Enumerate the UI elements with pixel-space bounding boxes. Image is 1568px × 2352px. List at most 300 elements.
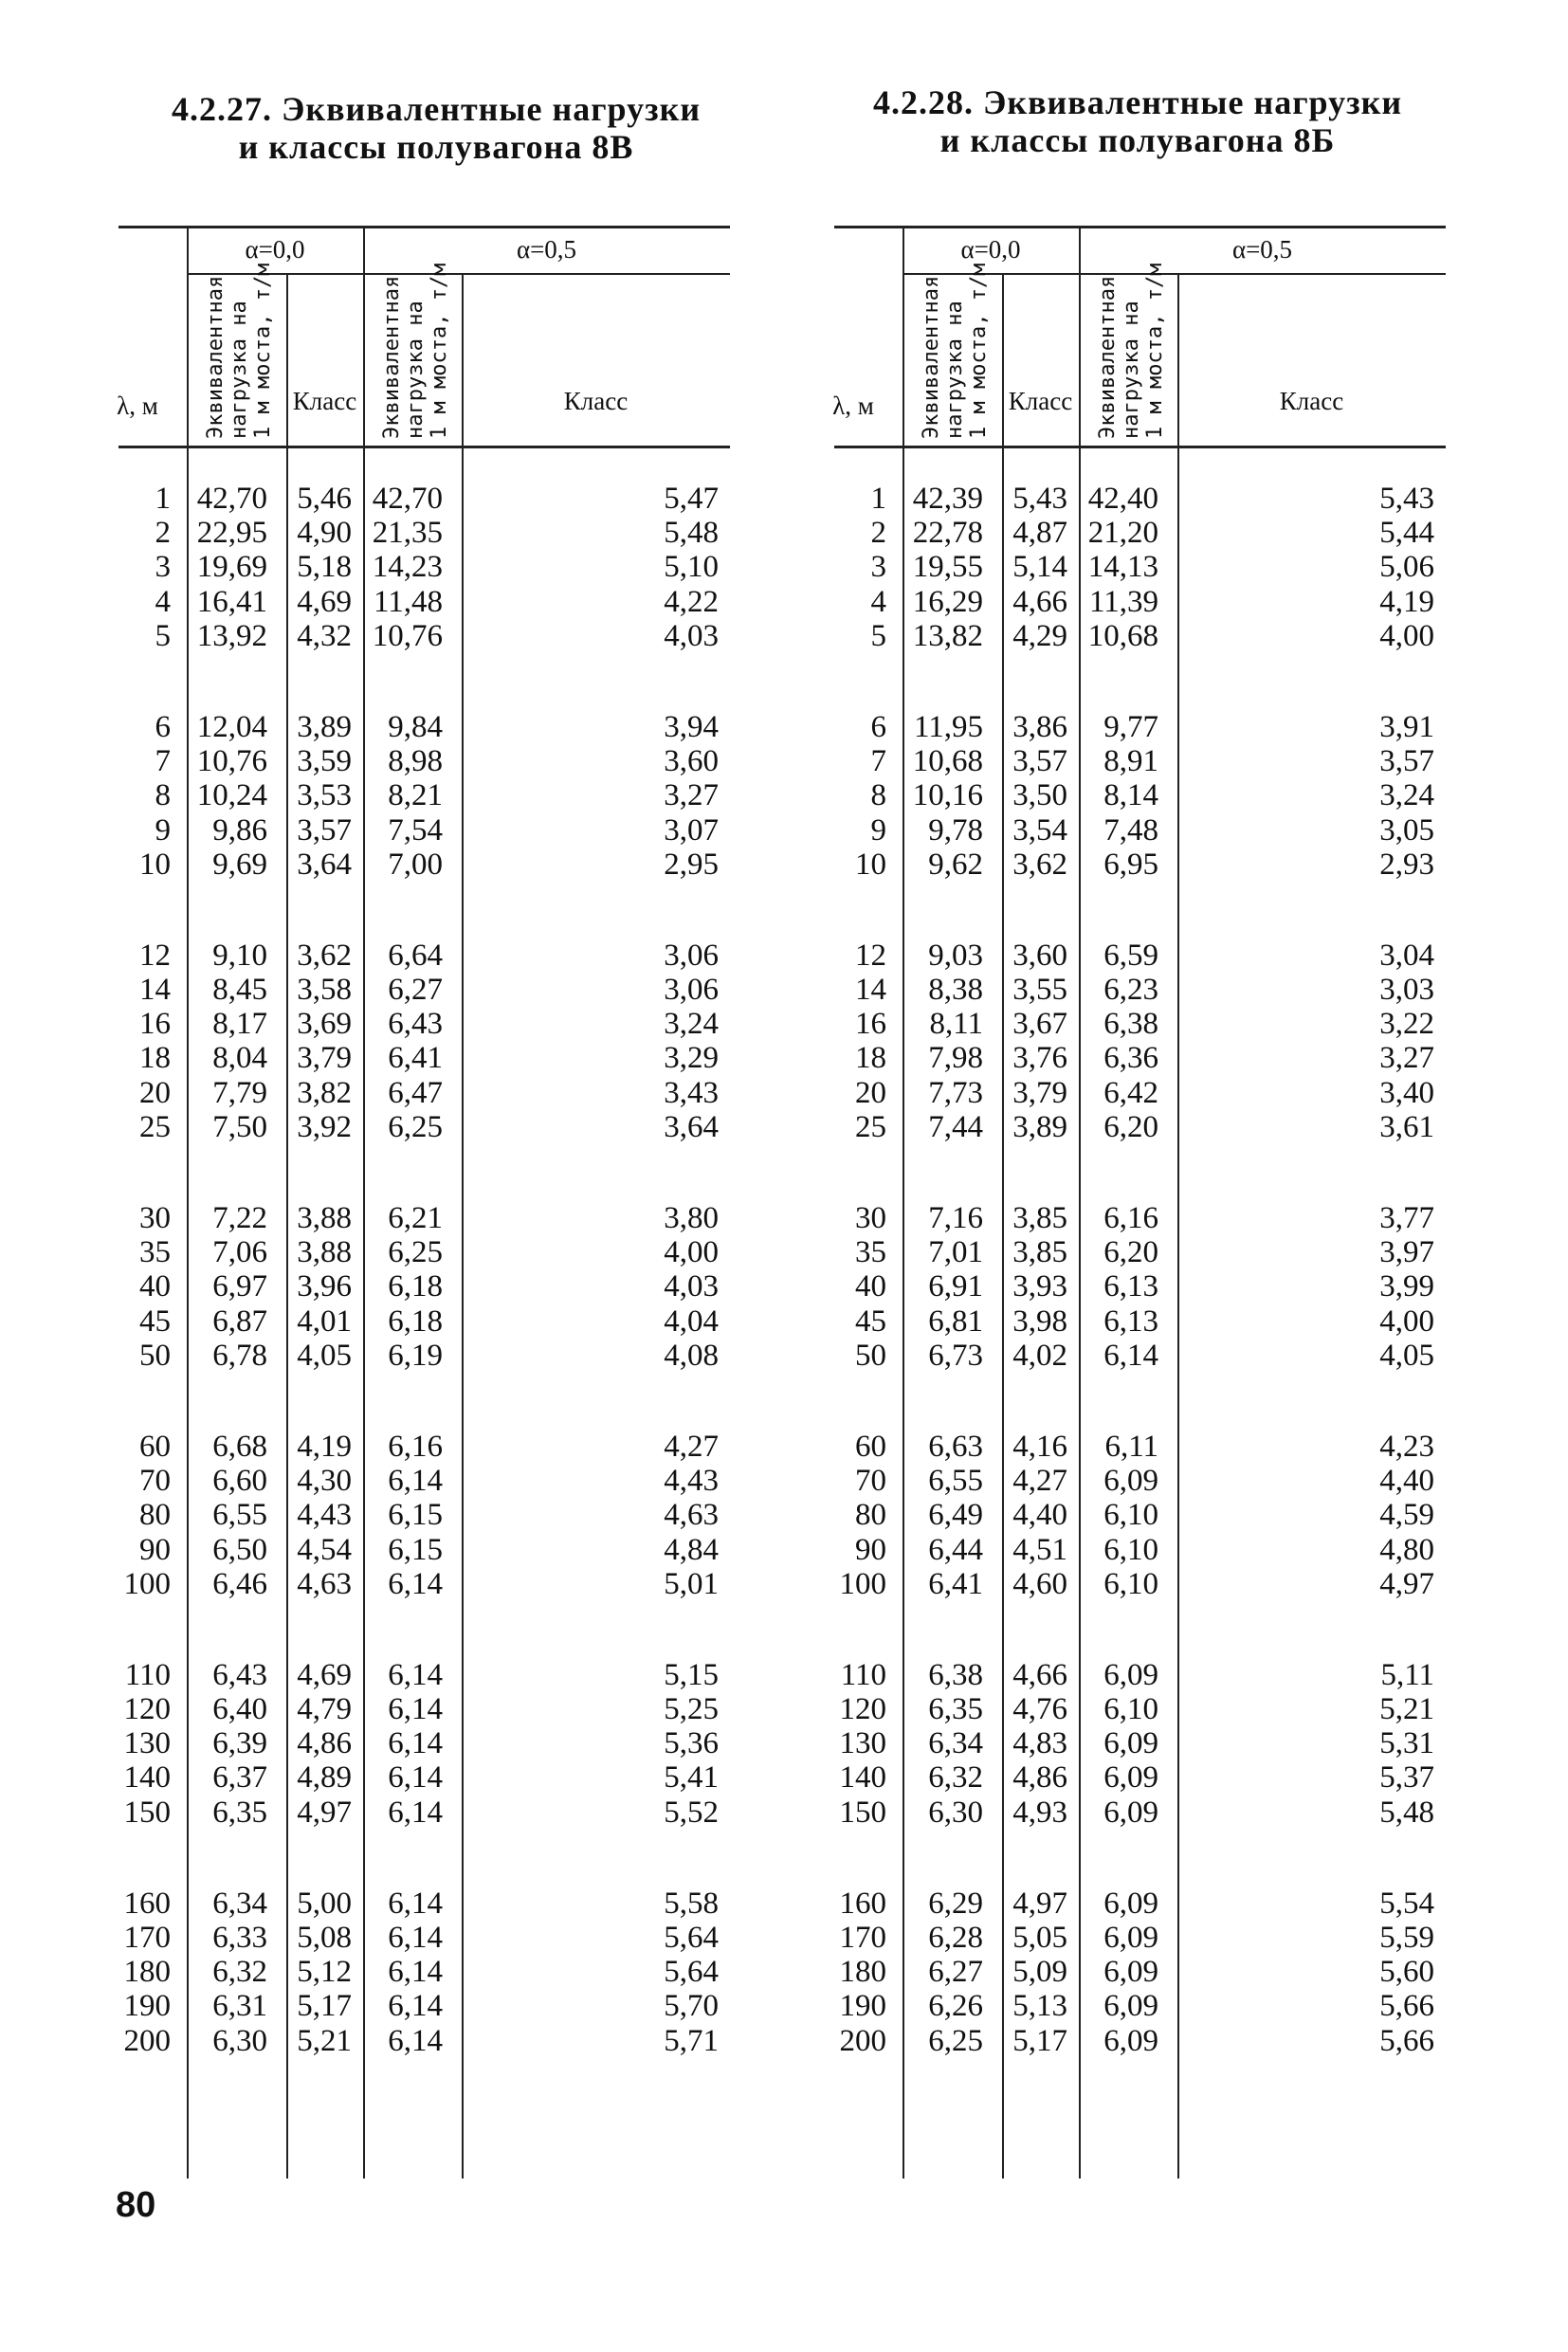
load-value-alpha-0: 6,29 [928, 1886, 983, 1921]
load-value-alpha-0: 6,50 [212, 1532, 267, 1567]
class-value-alpha-05: 3,57 [1379, 744, 1434, 779]
group-gap [777, 653, 886, 710]
lambda-value: 20 [855, 1075, 886, 1110]
class-value-alpha-05: 5,41 [664, 1760, 719, 1796]
class-value-alpha-0: 5,14 [1012, 550, 1067, 585]
load-value-alpha-0: 12,04 [196, 709, 267, 744]
load-value-alpha-05-column [363, 482, 443, 2058]
class-value-alpha-05: 5,59 [1379, 1921, 1434, 1955]
load-header-line: 1 м моста, т/м [967, 263, 991, 439]
load-header [204, 264, 275, 439]
load-value-alpha-0: 6,41 [928, 1566, 983, 1601]
load-value-alpha-05: 21,20 [1087, 516, 1158, 551]
class-value-alpha-05: 4,03 [664, 1269, 719, 1304]
class-value-alpha-05: 5,66 [1379, 2023, 1434, 2058]
load-value-alpha-05: 6,47 [388, 1075, 443, 1110]
load-value-alpha-0: 6,26 [928, 1989, 983, 2024]
lambda-value: 40 [139, 1269, 171, 1304]
lambda-value: 100 [839, 1566, 886, 1601]
class-value-alpha-05: 5,58 [664, 1886, 719, 1921]
load-value-alpha-05: 6,10 [1103, 1566, 1158, 1601]
load-value-alpha-0: 9,62 [928, 847, 983, 882]
load-value-alpha-0: 13,92 [196, 618, 267, 653]
load-value-alpha-0: 6,34 [212, 1886, 267, 1921]
class-value-alpha-05: 4,63 [664, 1498, 719, 1533]
group-gap [363, 1830, 443, 1887]
load-header [920, 264, 991, 439]
class-value-alpha-0: 3,79 [1012, 1075, 1067, 1110]
load-value-alpha-0: 7,50 [212, 1109, 267, 1144]
class-value-alpha-0: 4,60 [1012, 1566, 1067, 1601]
class-value-alpha-0: 4,79 [297, 1692, 352, 1727]
load-value-alpha-05: 6,14 [388, 1921, 443, 1955]
class-value-alpha-0: 5,00 [297, 1886, 352, 1921]
class-value-alpha-0-column [1002, 482, 1067, 2058]
load-value-alpha-05: 6,41 [388, 1041, 443, 1076]
load-value-alpha-0: 6,35 [928, 1692, 983, 1727]
load-value-alpha-05: 6,09 [1103, 1886, 1158, 1921]
class-value-alpha-0: 3,57 [1012, 744, 1067, 779]
class-value-alpha-05: 3,64 [664, 1109, 719, 1144]
title-line: 4.2.28. Эквивалентные нагрузки [872, 83, 1403, 121]
lambda-value: 35 [139, 1235, 171, 1270]
lambda-value: 160 [123, 1886, 171, 1921]
group-gap [187, 653, 267, 710]
class-value-alpha-05: 5,54 [1379, 1886, 1434, 1921]
group-gap [1002, 653, 1067, 710]
class-value-alpha-05: 4,00 [1379, 618, 1434, 653]
class-value-alpha-05: 3,05 [1379, 812, 1434, 848]
load-value-alpha-0: 6,60 [212, 1464, 267, 1499]
class-value-alpha-05: 3,97 [1379, 1235, 1434, 1270]
lambda-value: 9 [155, 812, 171, 848]
group-gap [187, 1830, 267, 1887]
class-value-alpha-05: 3,61 [1379, 1109, 1434, 1144]
load-value-alpha-05: 6,14 [388, 1464, 443, 1499]
class-header: Класс [1279, 387, 1344, 415]
class-value-alpha-05: 3,22 [1379, 1007, 1434, 1042]
lambda-value: 70 [139, 1464, 171, 1499]
load-value-alpha-0: 22,78 [912, 516, 983, 551]
class-value-alpha-0: 4,05 [297, 1338, 352, 1373]
class-value-alpha-0-column [286, 482, 352, 2058]
load-value-alpha-05: 6,25 [388, 1235, 443, 1270]
class-value-alpha-0: 4,43 [297, 1498, 352, 1533]
load-value-alpha-05: 6,14 [388, 1566, 443, 1601]
group-gap [286, 882, 352, 939]
load-value-alpha-0: 6,44 [928, 1532, 983, 1567]
class-value-alpha-0: 4,01 [297, 1304, 352, 1339]
load-value-alpha-05: 6,38 [1103, 1007, 1158, 1042]
class-header: Класс [1008, 387, 1073, 415]
class-value-alpha-05: 4,04 [664, 1304, 719, 1339]
lambda-value: 5 [870, 618, 886, 653]
load-value-alpha-05: 7,00 [388, 847, 443, 882]
group-gap [903, 1373, 983, 1430]
class-value-alpha-05-column [462, 482, 719, 2058]
lambda-value: 12 [855, 938, 886, 973]
load-value-alpha-0: 6,81 [928, 1304, 983, 1339]
class-value-alpha-05: 5,64 [664, 1955, 719, 1990]
group-gap [1079, 1373, 1158, 1430]
load-value-alpha-0: 6,78 [212, 1338, 267, 1373]
group-gap [903, 882, 983, 939]
class-value-alpha-0: 3,82 [297, 1075, 352, 1110]
class-value-alpha-0: 3,79 [297, 1041, 352, 1076]
lambda-value: 45 [139, 1304, 171, 1339]
class-value-alpha-05: 5,01 [664, 1566, 719, 1601]
load-value-alpha-0: 8,38 [928, 973, 983, 1008]
class-value-alpha-05: 4,23 [1379, 1429, 1434, 1464]
lambda-value: 14 [855, 973, 886, 1008]
lambda-value: 170 [839, 1921, 886, 1955]
group-gap [777, 1601, 886, 1658]
class-value-alpha-0: 3,53 [297, 778, 352, 813]
group-gap [187, 1373, 267, 1430]
load-value-alpha-05: 6,14 [388, 1692, 443, 1727]
class-value-alpha-0: 3,89 [297, 709, 352, 744]
load-value-alpha-05: 6,09 [1103, 1795, 1158, 1830]
load-header-line: Эквивалентная [920, 275, 943, 439]
load-value-alpha-05: 6,09 [1103, 1760, 1158, 1796]
class-value-alpha-0: 3,96 [297, 1269, 352, 1304]
group-gap [1177, 882, 1434, 939]
lambda-value: 140 [123, 1760, 171, 1796]
lambda-value: 110 [124, 1657, 171, 1692]
lambda-value: 4 [155, 584, 171, 619]
load-value-alpha-05: 6,09 [1103, 1464, 1158, 1499]
class-value-alpha-0: 3,85 [1012, 1235, 1067, 1270]
load-value-alpha-05: 6,64 [388, 938, 443, 973]
group-gap [462, 1144, 719, 1201]
alpha-0-header: α=0,0 [245, 235, 305, 264]
class-value-alpha-05: 5,43 [1379, 482, 1434, 516]
lambda-value: 100 [123, 1566, 171, 1601]
lambda-value: 14 [139, 973, 171, 1008]
class-value-alpha-0: 4,16 [1012, 1429, 1067, 1464]
group-gap [462, 1830, 719, 1887]
load-value-alpha-0: 7,01 [928, 1235, 983, 1270]
class-value-alpha-05: 3,91 [1379, 709, 1434, 744]
load-value-alpha-0: 6,30 [928, 1795, 983, 1830]
class-value-alpha-05: 4,05 [1379, 1338, 1434, 1373]
load-value-alpha-0: 6,33 [212, 1921, 267, 1955]
class-value-alpha-0: 4,69 [297, 1657, 352, 1692]
class-value-alpha-0: 4,76 [1012, 1692, 1067, 1727]
lambda-value: 190 [123, 1989, 171, 2024]
load-value-alpha-05: 6,21 [388, 1201, 443, 1235]
class-value-alpha-05: 5,44 [1379, 516, 1434, 551]
class-value-alpha-0: 3,57 [297, 812, 352, 848]
lambda-value: 50 [139, 1338, 171, 1373]
load-value-alpha-05: 6,09 [1103, 1989, 1158, 2024]
load-value-alpha-0: 16,41 [196, 584, 267, 619]
load-value-alpha-0: 7,22 [212, 1201, 267, 1235]
class-value-alpha-0: 4,86 [1012, 1760, 1067, 1796]
load-value-alpha-0: 11,95 [913, 709, 983, 744]
class-value-alpha-0: 4,40 [1012, 1498, 1067, 1533]
load-value-alpha-0: 8,04 [212, 1041, 267, 1076]
class-value-alpha-0: 4,02 [1012, 1338, 1067, 1373]
load-value-alpha-05: 6,13 [1103, 1304, 1158, 1339]
load-value-alpha-0: 6,73 [928, 1338, 983, 1373]
class-value-alpha-05: 5,36 [664, 1726, 719, 1761]
load-value-alpha-0: 6,87 [212, 1304, 267, 1339]
class-header: Класс [563, 387, 629, 415]
alpha-0-header: α=0,0 [960, 235, 1021, 264]
lambda-value: 9 [870, 812, 886, 848]
class-value-alpha-05: 4,00 [664, 1235, 719, 1270]
load-value-alpha-05: 14,23 [372, 550, 443, 585]
load-value-alpha-05: 6,14 [388, 1989, 443, 2024]
load-value-alpha-05: 10,68 [1087, 618, 1158, 653]
class-value-alpha-05: 5,11 [1380, 1657, 1434, 1692]
lambda-value: 2 [155, 516, 171, 551]
group-gap [777, 1144, 886, 1201]
class-value-alpha-0: 3,54 [1012, 812, 1067, 848]
class-value-alpha-05: 5,31 [1379, 1726, 1434, 1761]
class-value-alpha-05: 3,24 [664, 1007, 719, 1042]
load-header [1096, 264, 1167, 439]
load-value-alpha-0: 42,39 [912, 482, 983, 516]
class-value-alpha-05: 3,99 [1379, 1269, 1434, 1304]
class-value-alpha-05: 5,25 [664, 1692, 719, 1727]
group-gap [363, 653, 443, 710]
class-value-alpha-05: 4,43 [664, 1464, 719, 1499]
group-gap [62, 1373, 171, 1430]
load-value-alpha-0: 6,55 [212, 1498, 267, 1533]
class-value-alpha-05: 5,66 [1379, 1989, 1434, 2024]
load-value-alpha-05: 6,23 [1103, 973, 1158, 1008]
rule-top [119, 226, 730, 228]
load-value-alpha-0: 7,79 [212, 1075, 267, 1110]
class-value-alpha-0: 3,59 [297, 744, 352, 779]
group-gap [187, 882, 267, 939]
class-value-alpha-0: 3,92 [297, 1109, 352, 1144]
load-value-alpha-0: 9,69 [212, 847, 267, 882]
lambda-value: 60 [855, 1429, 886, 1464]
lambda-value: 35 [855, 1235, 886, 1270]
class-value-alpha-0: 5,46 [297, 482, 352, 516]
class-value-alpha-05: 3,07 [664, 812, 719, 848]
load-header-line: нагрузка на [404, 301, 428, 439]
lambda-value: 80 [855, 1498, 886, 1533]
load-value-alpha-05: 6,14 [388, 1955, 443, 1990]
lambda-value: 150 [839, 1795, 886, 1830]
load-value-alpha-0: 6,35 [212, 1795, 267, 1830]
class-value-alpha-0: 5,17 [1012, 2023, 1067, 2058]
group-gap [462, 882, 719, 939]
table-title-left [152, 90, 720, 166]
class-value-alpha-0: 4,29 [1012, 618, 1067, 653]
group-gap [1177, 653, 1434, 710]
table-title-right [853, 83, 1422, 159]
class-value-alpha-05: 3,29 [664, 1041, 719, 1076]
lambda-value: 2 [870, 516, 886, 551]
load-value-alpha-05: 6,18 [388, 1269, 443, 1304]
class-value-alpha-0: 4,90 [297, 516, 352, 551]
class-value-alpha-0: 4,66 [1012, 584, 1067, 619]
load-value-alpha-0: 19,69 [196, 550, 267, 585]
lambda-value: 8 [870, 778, 886, 813]
load-header-line: Эквивалентная [380, 275, 404, 439]
class-value-alpha-05: 3,27 [1379, 1041, 1434, 1076]
load-value-alpha-05: 8,91 [1103, 744, 1158, 779]
load-value-alpha-0: 8,17 [212, 1007, 267, 1042]
load-value-alpha-0: 6,25 [928, 2023, 983, 2058]
load-value-alpha-05: 6,27 [388, 973, 443, 1008]
group-gap [62, 1601, 171, 1658]
class-value-alpha-05: 4,80 [1379, 1532, 1434, 1567]
load-value-alpha-0: 6,97 [212, 1269, 267, 1304]
load-value-alpha-05: 8,14 [1103, 778, 1158, 813]
lambda-value: 130 [839, 1726, 886, 1761]
lambda-value: 120 [123, 1692, 171, 1727]
load-value-alpha-0: 6,38 [928, 1657, 983, 1692]
load-value-alpha-0: 22,95 [196, 516, 267, 551]
class-value-alpha-0: 4,83 [1012, 1726, 1067, 1761]
class-value-alpha-05: 2,93 [1379, 847, 1434, 882]
load-value-alpha-0: 6,39 [212, 1726, 267, 1761]
group-gap [286, 1144, 352, 1201]
load-value-alpha-05: 6,36 [1103, 1041, 1158, 1076]
load-value-alpha-0: 6,34 [928, 1726, 983, 1761]
lambda-value: 150 [123, 1795, 171, 1830]
lambda-value: 4 [870, 584, 886, 619]
lambda-value: 170 [123, 1921, 171, 1955]
class-value-alpha-05-column [1177, 482, 1434, 2058]
lambda-value: 18 [139, 1041, 171, 1076]
load-value-alpha-0: 7,98 [928, 1041, 983, 1076]
load-value-alpha-05: 6,09 [1103, 1657, 1158, 1692]
lambda-value: 1 [155, 482, 171, 516]
load-value-alpha-0: 7,44 [928, 1109, 983, 1144]
load-value-alpha-05: 7,54 [388, 812, 443, 848]
load-value-alpha-0: 10,76 [196, 744, 267, 779]
load-value-alpha-05: 6,16 [388, 1429, 443, 1464]
lambda-value: 90 [855, 1532, 886, 1567]
load-value-alpha-05: 6,09 [1103, 1921, 1158, 1955]
load-value-alpha-0: 6,43 [212, 1657, 267, 1692]
class-value-alpha-0: 4,51 [1012, 1532, 1067, 1567]
class-value-alpha-0: 5,18 [297, 550, 352, 585]
lambda-value: 16 [855, 1007, 886, 1042]
load-value-alpha-05: 6,14 [388, 1760, 443, 1796]
lambda-value: 160 [839, 1886, 886, 1921]
group-gap [1079, 1601, 1158, 1658]
lambda-value: 3 [155, 550, 171, 585]
class-value-alpha-0: 3,88 [297, 1235, 352, 1270]
group-gap [187, 1144, 267, 1201]
class-value-alpha-05: 5,21 [1379, 1692, 1434, 1727]
load-value-alpha-0: 6,63 [928, 1429, 983, 1464]
lambda-value: 190 [839, 1989, 886, 2024]
load-value-alpha-0: 6,28 [928, 1921, 983, 1955]
load-value-alpha-05: 6,13 [1103, 1269, 1158, 1304]
lambda-value: 40 [855, 1269, 886, 1304]
class-value-alpha-05: 5,60 [1379, 1955, 1434, 1990]
class-value-alpha-05: 5,10 [664, 550, 719, 585]
class-value-alpha-05: 4,59 [1379, 1498, 1434, 1533]
group-gap [1002, 1373, 1067, 1430]
group-gap [1079, 1830, 1158, 1887]
class-value-alpha-0: 3,98 [1012, 1304, 1067, 1339]
class-value-alpha-05: 5,70 [664, 1989, 719, 2024]
group-gap [363, 1144, 443, 1201]
load-value-alpha-05: 6,95 [1103, 847, 1158, 882]
load-value-alpha-05-column [1079, 482, 1158, 2058]
lambda-header: λ, м [117, 392, 158, 420]
class-value-alpha-05: 3,27 [664, 778, 719, 813]
group-gap [286, 653, 352, 710]
class-value-alpha-05: 4,22 [664, 584, 719, 619]
group-gap [1177, 1144, 1434, 1201]
lambda-value: 180 [839, 1955, 886, 1990]
load-value-alpha-0: 6,68 [212, 1429, 267, 1464]
lambda-value: 20 [139, 1075, 171, 1110]
class-value-alpha-05: 3,04 [1379, 938, 1434, 973]
class-value-alpha-0: 4,27 [1012, 1464, 1067, 1499]
class-value-alpha-0: 4,30 [297, 1464, 352, 1499]
group-gap [462, 1601, 719, 1658]
load-header-line: нагрузка на [943, 301, 967, 439]
load-value-alpha-05: 6,14 [388, 1657, 443, 1692]
load-value-alpha-0: 8,45 [212, 973, 267, 1008]
rule-top [834, 226, 1446, 228]
group-gap [363, 1373, 443, 1430]
group-gap [363, 1601, 443, 1658]
class-value-alpha-0: 3,86 [1012, 709, 1067, 744]
load-value-alpha-05: 6,15 [388, 1532, 443, 1567]
class-value-alpha-0: 4,97 [297, 1795, 352, 1830]
load-value-alpha-0: 8,11 [929, 1007, 983, 1042]
load-value-alpha-05: 6,16 [1103, 1201, 1158, 1235]
class-value-alpha-0: 3,88 [297, 1201, 352, 1235]
load-value-alpha-05: 6,14 [388, 1726, 443, 1761]
rule-header [834, 446, 1446, 448]
lambda-value: 12 [139, 938, 171, 973]
class-value-alpha-0: 3,62 [297, 938, 352, 973]
load-value-alpha-05: 6,20 [1103, 1109, 1158, 1144]
load-value-alpha-0: 6,46 [212, 1566, 267, 1601]
class-value-alpha-0: 4,19 [297, 1429, 352, 1464]
group-gap [777, 1373, 886, 1430]
lambda-value: 30 [139, 1201, 171, 1235]
load-value-alpha-05: 6,15 [388, 1498, 443, 1533]
class-value-alpha-0: 4,87 [1012, 516, 1067, 551]
load-value-alpha-05: 6,42 [1103, 1075, 1158, 1110]
group-gap [1177, 1601, 1434, 1658]
class-value-alpha-0: 5,05 [1012, 1921, 1067, 1955]
class-value-alpha-0: 5,43 [1012, 482, 1067, 516]
load-value-alpha-05: 9,84 [388, 709, 443, 744]
class-value-alpha-0: 5,12 [297, 1955, 352, 1990]
class-value-alpha-05: 3,94 [664, 709, 719, 744]
class-value-alpha-0: 3,85 [1012, 1201, 1067, 1235]
group-gap [903, 1830, 983, 1887]
lambda-value: 45 [855, 1304, 886, 1339]
load-header-line: нагрузка на [228, 301, 251, 439]
class-value-alpha-0: 4,69 [297, 584, 352, 619]
class-value-alpha-05: 5,47 [664, 482, 719, 516]
lambda-value: 7 [870, 744, 886, 779]
class-value-alpha-05: 3,06 [664, 973, 719, 1008]
class-value-alpha-05: 3,03 [1379, 973, 1434, 1008]
lambda-value: 7 [155, 744, 171, 779]
title-line: и классы полувагона 8В [238, 128, 634, 166]
lambda-value: 6 [155, 709, 171, 744]
group-gap [1002, 1830, 1067, 1887]
